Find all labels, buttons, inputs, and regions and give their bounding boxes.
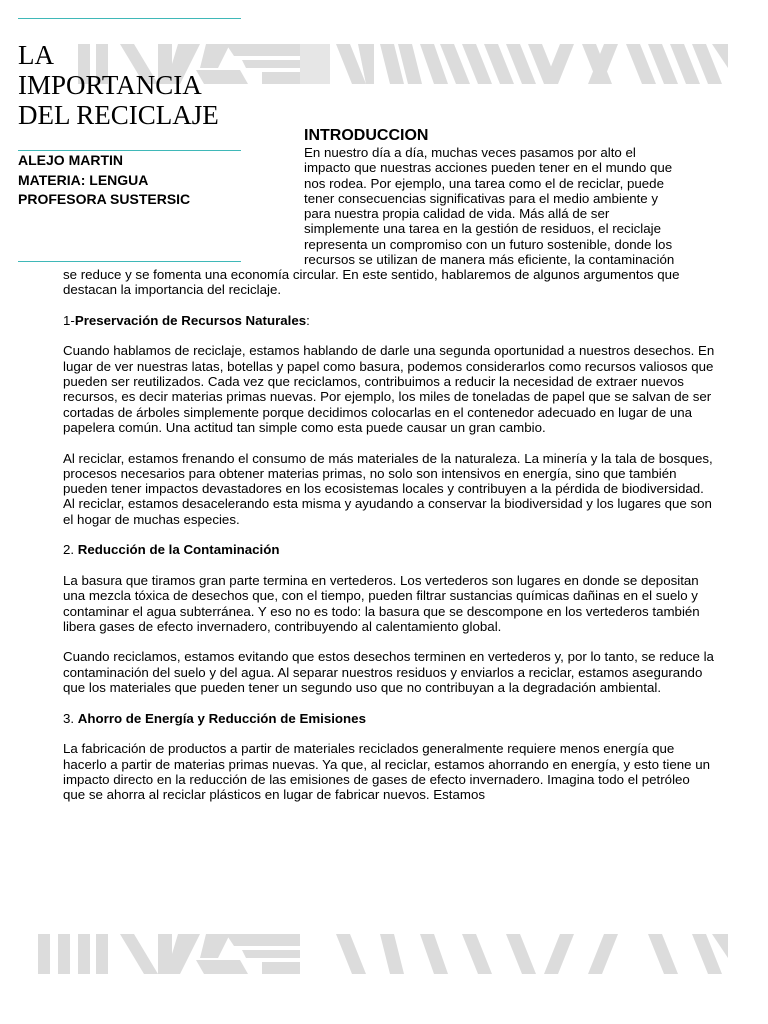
intro-line: En nuestro día a día, muchas veces pasamos por alto el: [304, 145, 636, 160]
intro-line: recursos se utilizan de manera más eficiente, la contaminación: [304, 252, 675, 268]
section-2-paragraph-2: Cuando reciclamos, estamos evitando que estos desechos terminen en vertederos y, por lo tanto, se reduce la contaminación del suelo y del agua. Al separar nuestros residuos y enviarlos a reciclar, estamos asegurando que los materiales que pueden tener un segundo uso que no contribuyan a la degradación ambiental.: [63, 649, 714, 696]
section-1-colon: :: [306, 312, 310, 328]
intro-heading: INTRODUCCION: [304, 127, 429, 144]
top-rule: [18, 18, 241, 19]
teacher-line: PROFESORA SUSTERSIC: [18, 191, 191, 207]
title-line-3: DEL RECICLAJE: [18, 100, 219, 130]
author-block: [18, 151, 248, 210]
section-3-paragraph-1: La fabricación de productos a partir de materiales reciclados generalmente requiere menos energía que hacerlo a partir de materias primas nuevas. Ya que, al reciclar, estamos ahorrando en energía, y esto tiene un impacto directo en la reducción de las emisiones de gases de efecto invernadero. Imagina todo el petróleo que se ahorra al reciclar plásticos en lugar de fabricar nuevos. Estamos: [63, 741, 710, 803]
section-3-heading: [63, 711, 715, 726]
intro-line: para nuestra propia calidad de vida. Más allá de ser: [304, 206, 610, 222]
bottom-pattern-band: [0, 930, 768, 978]
subject-line: MATERIA: LENGUA: [18, 171, 149, 188]
title-line-2: IMPORTANCIA: [18, 70, 202, 100]
section-1-number: 1-: [63, 312, 75, 328]
section-3-number: 3.: [63, 710, 78, 726]
author-name: ALEJO MARTIN: [18, 152, 123, 168]
title-line-1: LA: [18, 40, 54, 70]
section-1-paragraph-1: Cuando hablamos de reciclaje, estamos hablando de darle una segunda oportunidad a nuestros desechos. En lugar de ver nuestras latas, botellas y papel como basura, podemos considerarlos como recursos valiosos que pueden ser reutilizados. Cada vez que reciclamos, contribuimos a reducir la necesidad de extraer nuevos recursos, es decir materias primas nuevas. Por ejemplo, los miles de toneladas de papel que se salvan de ser cortadas de árboles simplemente porque decidimos colocarlas en el contenedor adecuado en lugar de una papelera común. Una actitud tan simple como esta puede causar un gran cambio.: [63, 343, 715, 435]
section-1-paragraph-3: Al reciclar, estamos desacelerando esta misma y ayudando a conservar la biodiversidad y los lugares que son el hogar de muchas especies.: [63, 496, 712, 527]
intro-line: simplemente una tarea en la gestión de residuos, el reciclaje: [304, 221, 662, 237]
intro-continuation: se reduce y se fomenta una economía circular. En este sentido, hablaremos de algunos argumentos que destacan la importancia del reciclaje.: [63, 267, 680, 298]
section-2-title: Reducción de la Contaminación: [77, 542, 280, 558]
document-title: [18, 40, 278, 130]
section-1-title: Preservación de Recursos Naturales: [74, 312, 307, 328]
section-2-paragraph-1: La basura que tiramos gran parte termina en vertederos. Los vertederos son lugares en donde se depositan una mezcla tóxica de desechos que, con el tiempo, pueden filtrar sustancias químicas dañinas en el suelo y contaminar el agua subterránea. Y eso no es todo: la basura que se descompone en los vertederos también libera gases de efecto invernadero, contribuyendo al calentamiento global.: [63, 572, 700, 634]
cover-bottom-rule: [18, 261, 241, 262]
intro-paragraph: [304, 145, 710, 267]
intro-line: impacto que nuestras acciones pueden tener en el mundo que: [304, 160, 673, 176]
section-2-number: 2.: [63, 542, 78, 558]
section-1-paragraph-2: Al reciclar, estamos frenando el consumo de más materiales de la naturaleza. La minería y la tala de bosques, procesos necesarios para obtener materias primas, no solo son intensivos en energía, sino que también pueden tener impactos devastadores en los ecosistemas locales y contribuyen a la pérdida de biodiversidad.: [63, 450, 713, 497]
section-3-title: Ahorro de Energía y Reducción de Emisiones: [77, 710, 366, 726]
section-2-heading: [63, 542, 715, 557]
intro-line: representa un compromiso con un futuro sostenible, donde los: [304, 236, 673, 252]
section-1-heading: [63, 313, 715, 328]
body-text: [63, 267, 715, 818]
intro-line: tener consecuencias significativas para el medio ambiente y: [304, 190, 659, 206]
intro-line: nos rodea. Por ejemplo, una tarea como el de reciclar, puede: [304, 175, 664, 191]
